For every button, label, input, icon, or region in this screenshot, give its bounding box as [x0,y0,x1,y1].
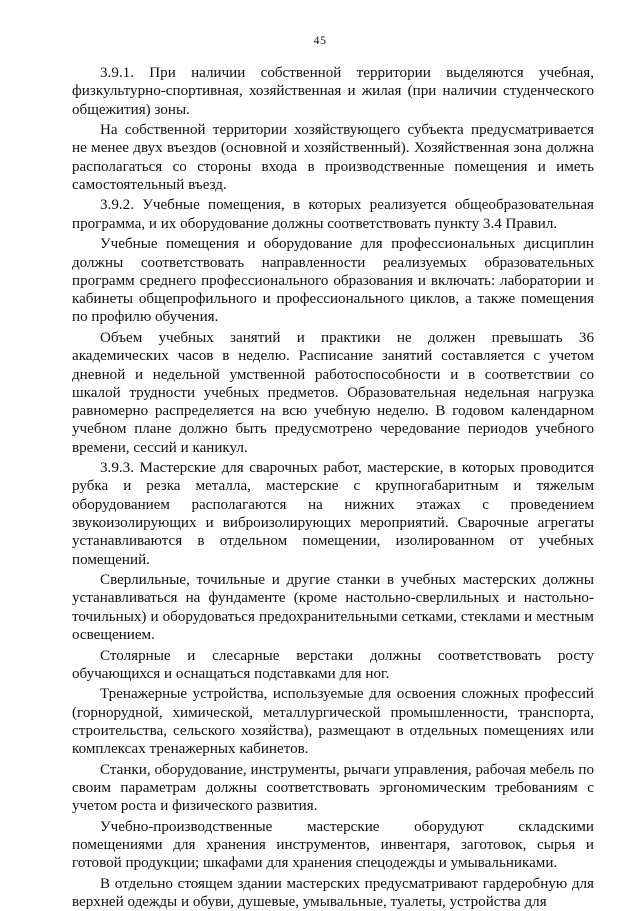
document-body [72,64,594,911]
paragraph-workbenches: Столярные и слесарные верстаки должны соответствовать росту обучающихся и оснащаться подставками для ног. [72,647,594,682]
paragraph-professional-rooms: Учебные помещения и оборудование для профессиональных дисциплин должны соответствовать направленности реализуемых образовательных программ среднего профессионального образования и включать: лаборатории и кабинеты общепрофильного и профессионального циклов, а также помещения по профилю обучения. [72,236,594,326]
paragraph-wardrobe: В отдельно стоящем здании мастерских предусматривают гардеробную для верхней одежды и обуви, душевые, умывальные, туалеты, устройства для [72,875,594,911]
paragraph-3-9-1: 3.9.1. При наличии собственной территории выделяются учебная, физкультурно-спортивная, хозяйственная и жилая (при наличии студенческого общежития) зоны. [72,65,594,118]
paragraph-3-9-2: 3.9.2. Учебные помещения, в которых реализуется общеобразовательная программа, и их оборудование должны соответствовать пункту 3.4 Правил. [72,197,594,232]
paragraph-entrances: На собственной территории хозяйствующего субъекта предусматривается не менее двух въездов (основной и хозяйственный). Хозяйственная зона должна располагаться со стороны входа в производственные помещения и иметь самостоятельный въезд. [72,122,594,193]
paragraph-ergonomics: Станки, оборудование, инструменты, рычаги управления, рабочая мебель по своим параметрам должны соответствовать эргономическим требованиям с учетом роста и физического развития. [72,761,594,815]
paragraph-study-hours: Объем учебных занятий и практики не должен превышать 36 академических часов в неделю. Расписание занятий составляется с учетом дневной и недельной умственной работоспособности и в соответствии со шкалой трудности учебных предметов. Образовательная недельная нагрузка равномерно распределяется на всю учебную неделю. В годовом календарном учебном плане должно быть предусмотрено чередование периодов учебного времени, сессий и каникул. [72,329,594,456]
paragraph-simulators: Тренажерные устройства, используемые для освоения сложных профессий (горнорудной, химической, металлургической промышленности, транспорта, строительства, сельского хозяйства), размещают в отдельных помещениях или комплексах тренажерных кабинетов. [72,686,594,758]
paragraph-3-9-3: 3.9.3. Мастерские для сварочных работ, мастерские, в которых проводится рубка и резка металла, мастерские с крупногабаритным и тяжелым оборудованием располагаются на нижних этажах с проведением звукоизолирующих и виброизолирующих мероприятий. Сварочные агрегаты устанавливаются в отдельном помещении, изолированном от учебных помещений. [72,460,594,568]
paragraph-storage: Учебно-производственные мастерские оборудуют складскими помещениями для хранения инструментов, инвентаря, заготовок, сырья и готовой продукции; шкафами для хранения спецодежды и умывальниками. [72,818,594,872]
page-number: 45 [313,33,327,47]
paragraph-machines-foundation: Сверлильные, точильные и другие станки в учебных мастерских должны устанавливаться на фундаменте (кроме настольно-сверлильных и настольно-точильных) и оборудоваться предохранительными сетками, стеклами и местным освещением. [72,572,594,644]
